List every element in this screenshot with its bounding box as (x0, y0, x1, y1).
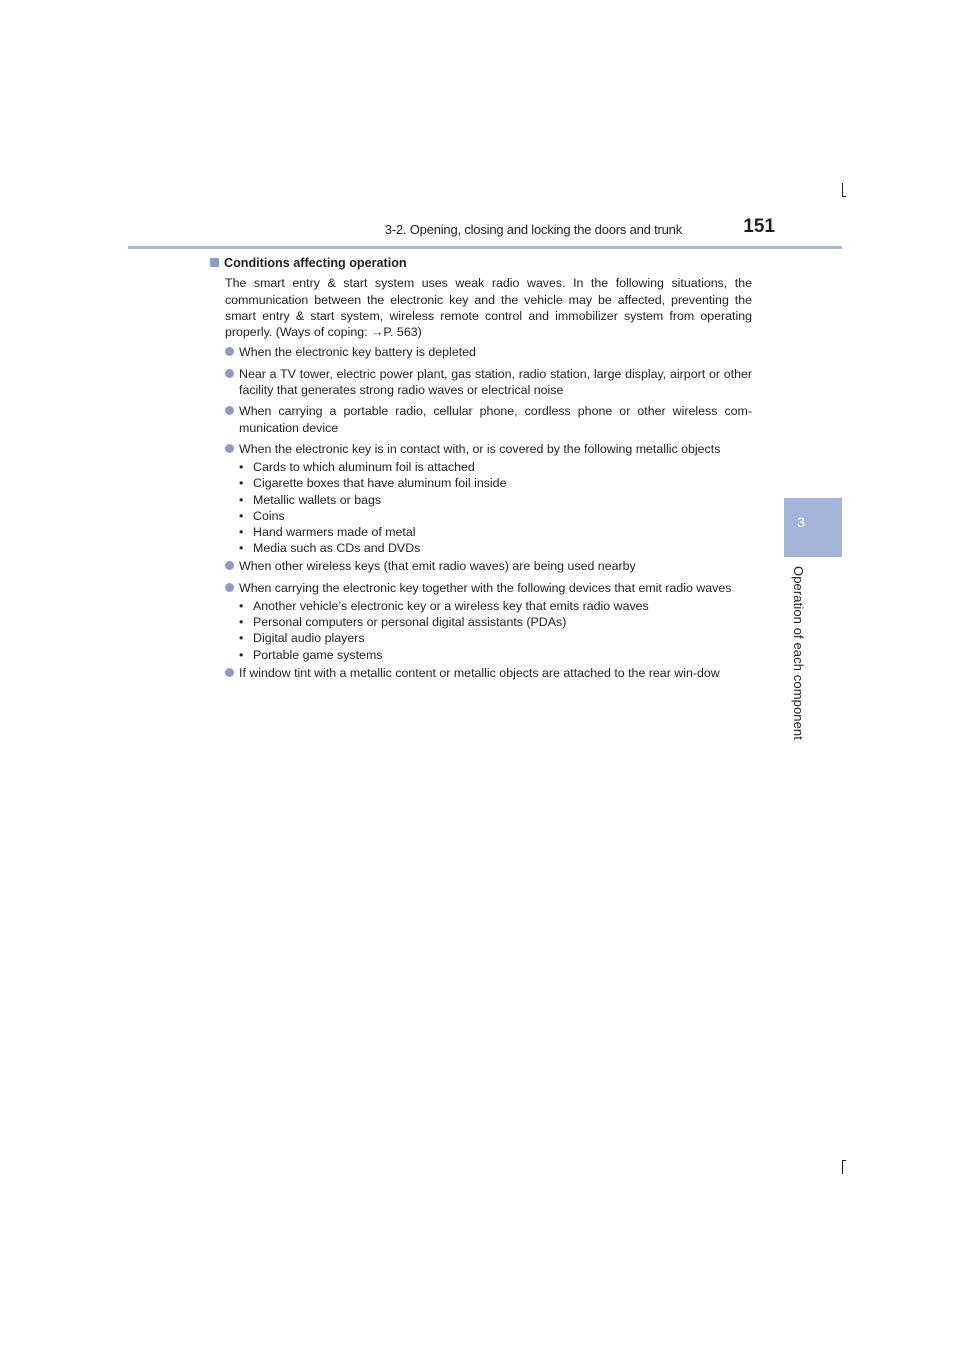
page-header (128, 216, 842, 249)
dot-bullet: • (239, 647, 244, 662)
dot-bullet: • (239, 599, 244, 614)
page-content (210, 255, 752, 686)
circle-bullet-icon (225, 561, 234, 570)
list-item-text: When the electronic key battery is depleted (239, 345, 476, 360)
sub-list-item: • Another vehicle’s electronic key or a wireless key that emits radio waves (239, 599, 649, 614)
section-intro: The smart entry & start system uses weak radio waves. In the following situations, the communication between the electronic key and the vehicle may be affected, preventing the smart entry & start system, wireless remote control and immobilizer system from operating properly. (Ways of coping: →P. 563) (225, 276, 752, 340)
circle-bullet-icon (225, 347, 234, 356)
circle-bullet-icon (225, 444, 234, 453)
chapter-tab-number: 3 (797, 514, 805, 530)
list-item-text: When the electronic key is in contact with, or is covered by the following metallic objects (239, 441, 721, 456)
crop-mark-bottom (842, 1160, 843, 1174)
sub-list-item: • Cards to which aluminum foil is attached (239, 460, 475, 475)
square-bullet-icon (210, 258, 219, 267)
dot-bullet: • (239, 476, 244, 491)
circle-bullet-icon (225, 668, 234, 677)
dot-bullet: • (239, 508, 244, 523)
sub-list-item: • Personal computers or personal digital assistants (PDAs) (239, 615, 567, 630)
crop-mark-bottom-tick (842, 1160, 846, 1161)
dot-bullet: • (239, 492, 244, 507)
crop-mark-top (842, 183, 843, 197)
chapter-tab[interactable] (784, 498, 842, 557)
sub-list-item: • Media such as CDs and DVDs (239, 541, 421, 556)
crop-mark-top-tick (842, 196, 846, 197)
sub-list-item: • Hand warmers made of metal (239, 525, 416, 540)
section-heading (210, 255, 752, 271)
sub-list-item: • Portable game systems (239, 647, 383, 662)
circle-bullet-icon (225, 369, 234, 378)
chapter-title: 3-2. Opening, closing and locking the doors and trunk (384, 222, 682, 237)
sub-list-item: • Digital audio players (239, 631, 365, 646)
list-item-text: If window tint with a metallic content or metallic objects are attached to the rear win-dow (239, 665, 720, 680)
devices-sublist (239, 598, 752, 663)
list-item (225, 558, 752, 574)
list-item-text: When other wireless keys (that emit radio waves) are being used nearby (239, 559, 636, 574)
list-item (225, 366, 752, 399)
metallic-objects-sublist (239, 459, 752, 556)
list-item (225, 441, 752, 457)
sub-list-item: • Coins (239, 508, 285, 523)
list-item (225, 403, 752, 436)
dot-bullet: • (239, 631, 244, 646)
page-number: 151 (743, 216, 775, 237)
list-item-text: When carrying the electronic key together with the following devices that emit radio waves (239, 580, 732, 595)
dot-bullet: • (239, 525, 244, 540)
circle-bullet-icon (225, 583, 234, 592)
dot-bullet: • (239, 615, 244, 630)
dot-bullet: • (239, 460, 244, 475)
list-item-text: Near a TV tower, electric power plant, gas station, radio station, large display, airport or other facility that generates strong radio waves or electrical noise (239, 366, 752, 398)
list-item (225, 580, 752, 596)
sub-list-item: • Cigarette boxes that have aluminum foil inside (239, 476, 507, 491)
dot-bullet: • (239, 541, 244, 556)
list-item (225, 344, 752, 360)
circle-bullet-icon (225, 406, 234, 415)
sub-list-item: • Metallic wallets or bags (239, 492, 382, 507)
section-heading-text: Conditions affecting operation (224, 256, 407, 270)
list-item (225, 665, 752, 681)
chapter-side-label: Operation of each component (791, 566, 806, 740)
list-item-text: When carrying a portable radio, cellular phone, cordless phone or other wireless com-munication device (239, 404, 752, 435)
